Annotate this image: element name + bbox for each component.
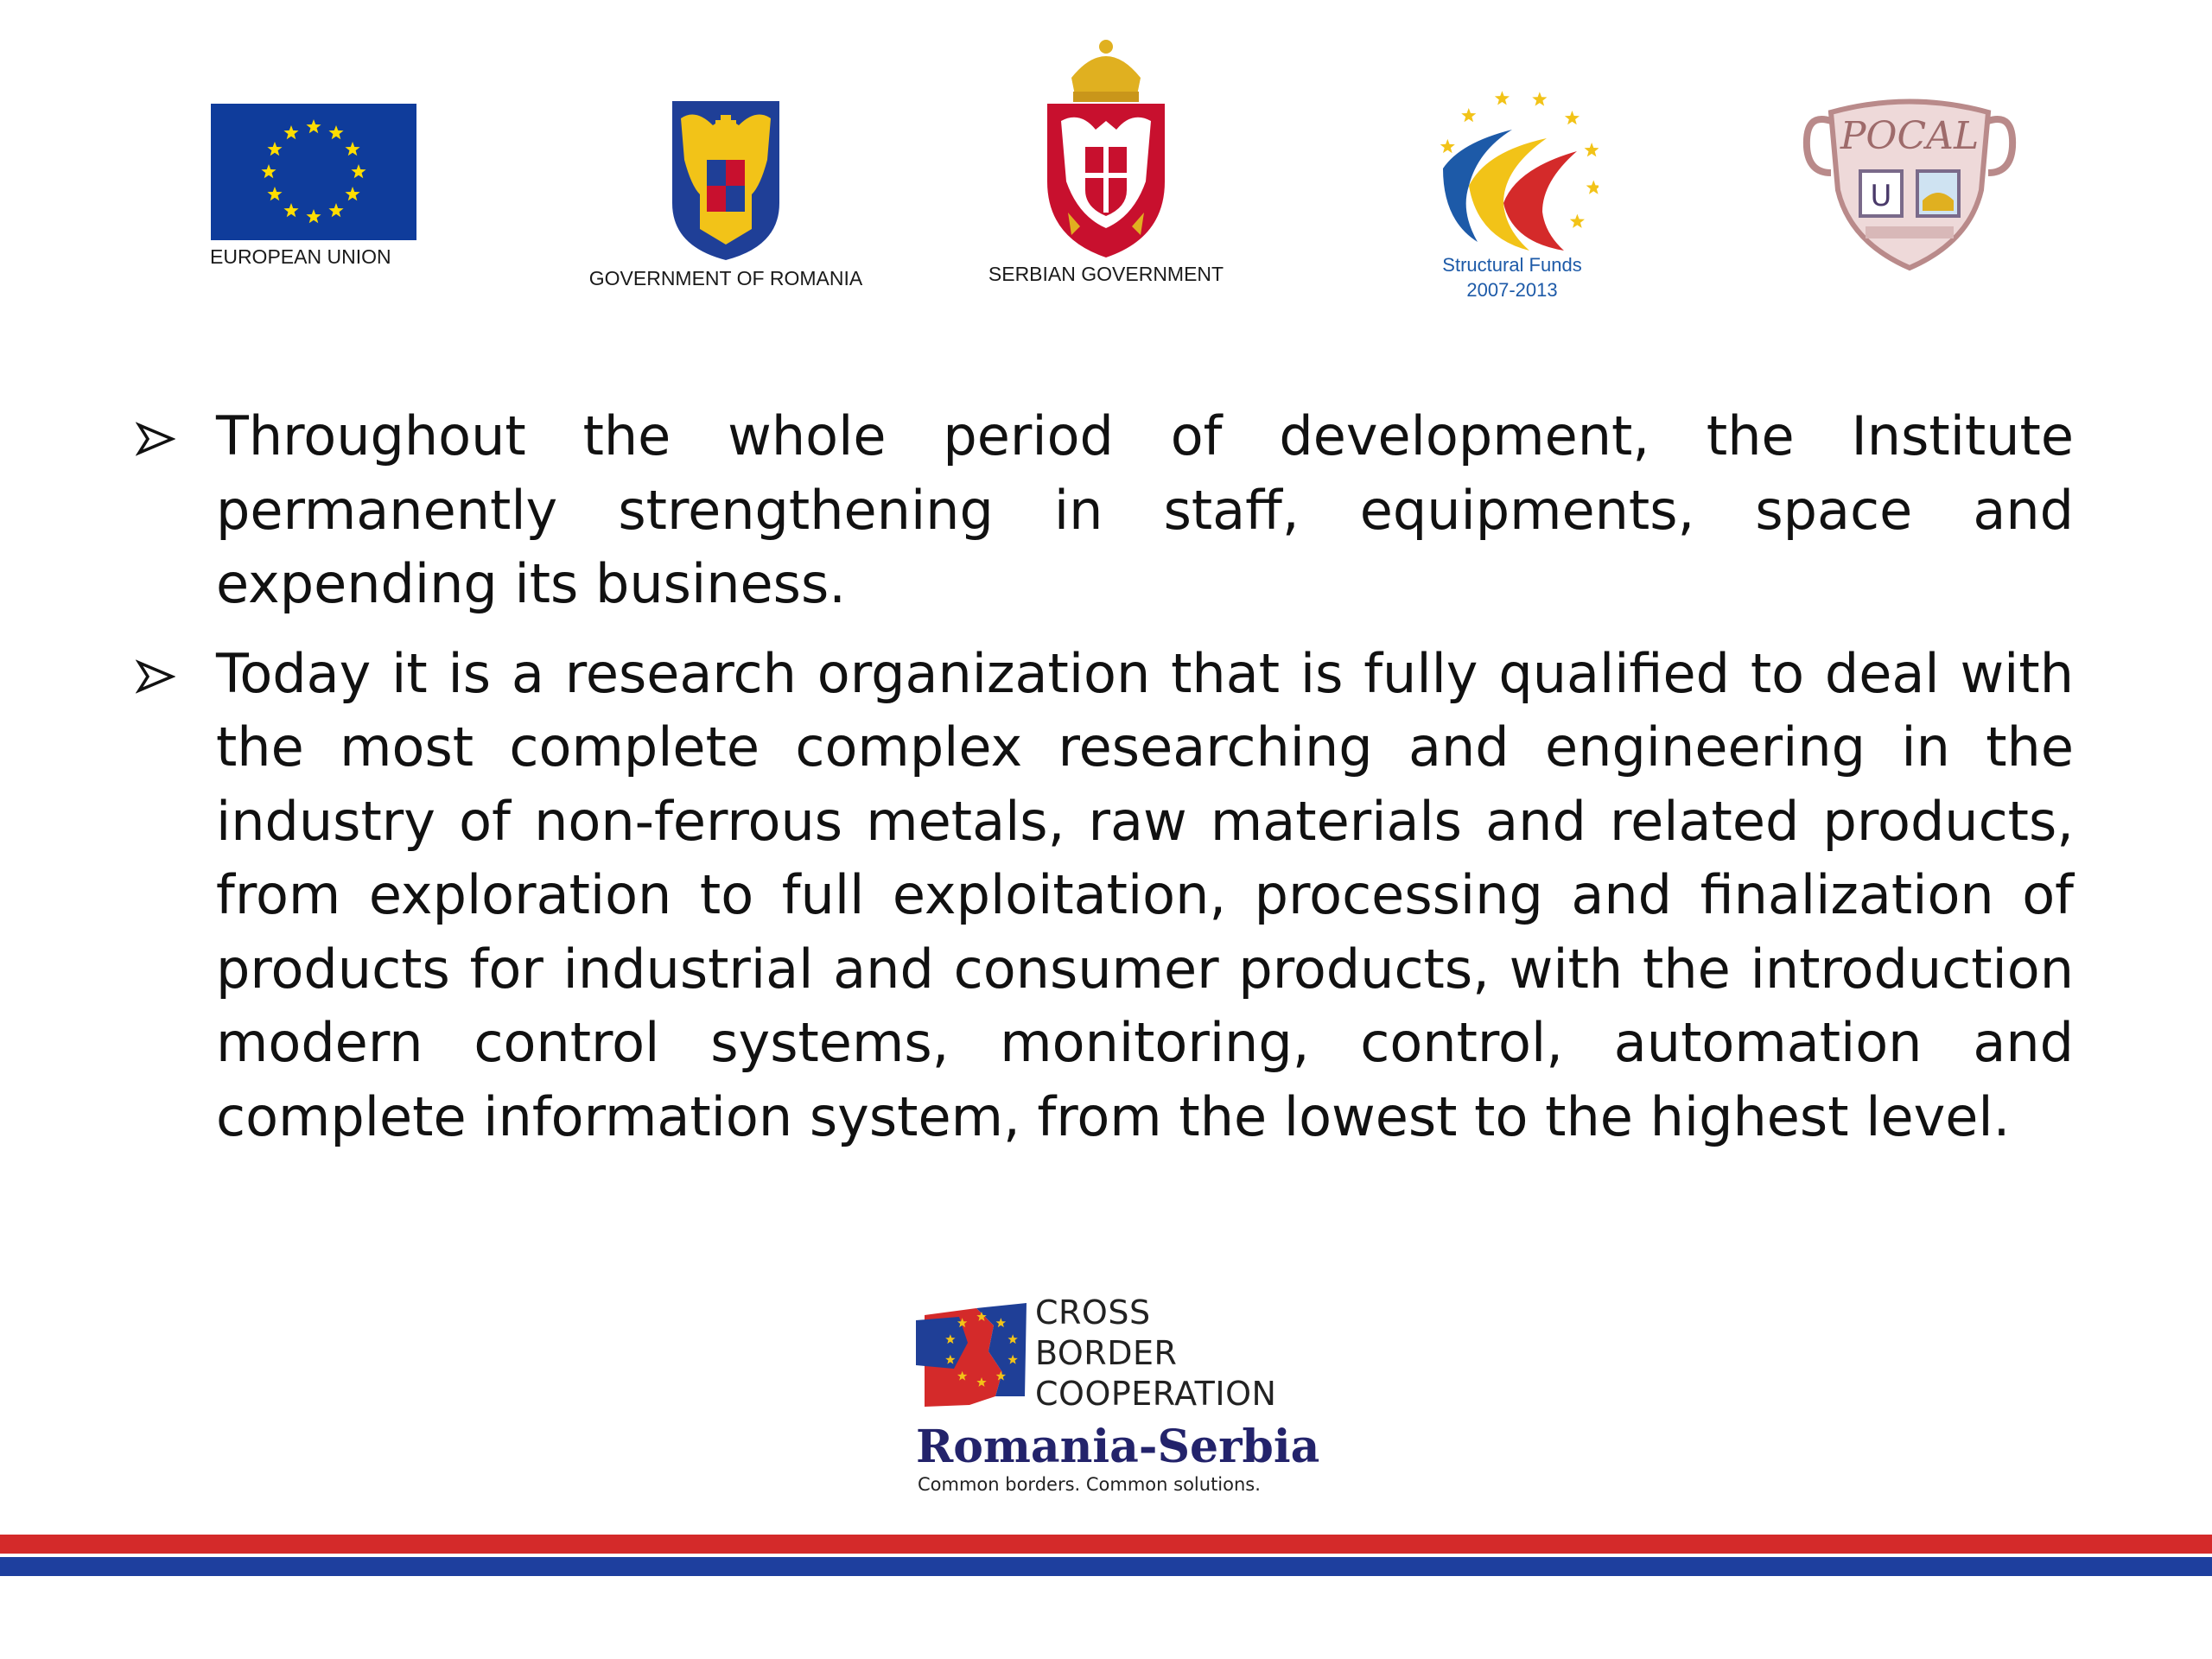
- bullet-item-2: [134, 637, 2074, 1154]
- serbian-government-logo: [976, 35, 1236, 286]
- bullet-text-1: Throughout the whole period of development, the Institute permanently strengthening in staff, equipments, space and expending its business.: [216, 404, 2074, 615]
- structural-funds-swoosh-icon: [1426, 91, 1599, 251]
- cross-border-country: Romania-Serbia: [916, 1421, 1320, 1473]
- pocal-logo: [1793, 95, 2026, 276]
- romania-coat-of-arms-icon: [665, 99, 786, 262]
- serbia-coat-of-arms-icon: [1037, 35, 1175, 261]
- cross-border-line2: BORDER: [1035, 1334, 1178, 1372]
- stripe-red: [0, 1535, 2212, 1554]
- cross-border-line1: CROSS: [1035, 1294, 1151, 1332]
- serbia-caption: SERBIAN GOVERNMENT: [988, 263, 1224, 285]
- eu-logo: [210, 104, 417, 269]
- pocal-emblem-icon: [1796, 95, 2023, 276]
- cross-border-map-icon: [916, 1300, 1028, 1408]
- structural-funds-logo: [1417, 91, 1607, 302]
- bullet-item-1: [134, 399, 2074, 621]
- pocal-text: POCAL: [1840, 114, 1980, 158]
- romania-caption: GOVERNMENT OF ROMANIA: [588, 267, 863, 289]
- eu-caption: EUROPEAN UNION: [210, 245, 391, 268]
- arrow-bullet-icon: [136, 659, 175, 694]
- bullet-list: [134, 399, 2074, 1169]
- structural-funds-caption-line1: Structural Funds: [1442, 254, 1582, 276]
- stripe-blue: [0, 1557, 2212, 1576]
- cross-border-logo: [916, 1293, 1320, 1500]
- svg-text:U: U: [1870, 179, 1892, 213]
- arrow-bullet-icon: [136, 422, 175, 456]
- structural-funds-caption-line2: 2007-2013: [1466, 279, 1558, 301]
- cross-border-tagline: Common borders. Common solutions.: [918, 1474, 1261, 1495]
- cross-border-wordmark: [1035, 1293, 1276, 1414]
- eu-flag-icon: [211, 104, 416, 240]
- romania-government-logo: [570, 99, 881, 290]
- bullet-text-2: Today it is a research organization that is fully qualified to deal with the most complete complex researching and engineering in the industry of non-ferrous metals, raw materials and related products, from exploration to full exploitation, processing and finalization of products for industrial and consumer products, with the introduction modern control systems, monitoring, control, automation and complete information system, from the lowest to the highest level.: [216, 641, 2074, 1148]
- cross-border-line3: COOPERATION: [1035, 1375, 1277, 1413]
